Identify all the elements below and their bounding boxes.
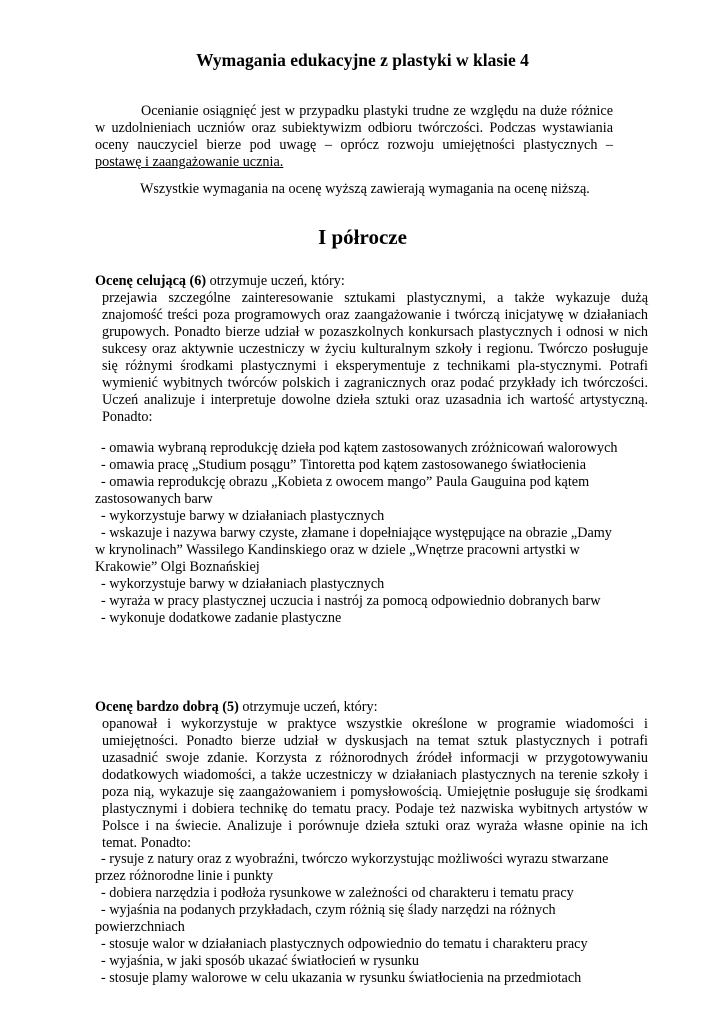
grade5-label: Ocenę bardzo dobrą (5) bbox=[95, 699, 239, 715]
list-item: - wykonuje dodatkowe zadanie plastyczne bbox=[101, 610, 342, 626]
list-item: - wyraża w pracy plastycznej uczucia i nastrój za pomocą odpowiednio dobranych barw bbox=[101, 593, 601, 609]
grade6-label: Ocenę celującą (6) bbox=[95, 273, 207, 289]
grade5-list bbox=[95, 851, 625, 987]
grade6-suffix: otrzymuje uczeń, który: bbox=[206, 273, 345, 289]
list-item: - wykorzystuje barwy w działaniach plastycznych bbox=[101, 576, 385, 592]
list-item: - wyjaśnia na podanych przykładach, czym różnią się ślady narzędzi na różnych powierzchniach bbox=[95, 902, 556, 935]
intro-paragraph bbox=[95, 103, 613, 171]
intro-note: Wszystkie wymagania na ocenę wyższą zawierają wymagania na ocenę niższą. bbox=[140, 181, 590, 197]
intro-underlined-text: postawę i zaangażowanie ucznia. bbox=[95, 154, 284, 170]
list-item: - omawia reprodukcję obrazu „Kobieta z owocem mango” Paula Gauguina pod kątem zastosowanych barw bbox=[95, 474, 590, 507]
grade6-list bbox=[95, 440, 625, 627]
page-title: Wymagania edukacyjne z plastyki w klasie 4 bbox=[196, 50, 529, 70]
list-item: - wykorzystuje barwy w działaniach plastycznych bbox=[101, 508, 385, 524]
list-item: - stosuje plamy walorowe w celu ukazania w rysunku światłocienia na przedmiotach bbox=[101, 970, 582, 986]
list-item: - wyjaśnia, w jaki sposób ukazać światłocień w rysunku bbox=[101, 953, 419, 969]
list-item: - omawia wybraną reprodukcję dzieła pod kątem zastosowanych zróżnicowań walorowych bbox=[101, 440, 618, 456]
list-item: - dobiera narzędzia i podłoża rysunkowe w zależności od charakteru i tematu pracy bbox=[101, 885, 574, 901]
list-item: - stosuje walor w działaniach plastycznych odpowiednio do tematu i charakteru pracy bbox=[101, 936, 588, 952]
intro-text: Ocenianie osiągnięć jest w przypadku plastyki trudne ze względu na duże różnice w uzdolnieniach uczniów oraz subiektywizm odbioru twórczości. Podczas wystawiania oceny nauczyciel bierze pod uwagę – oprócz rozwoju umiejętności plastycznych – bbox=[95, 103, 613, 153]
grade5-description: opanował i wykorzystuje w praktyce wszystkie określone w programie wiadomości i umiejętności. Ponadto bierze udział w dyskusjach na temat sztuk plastycznych i potrafi uzasadnić swoje zdanie. Korzysta z różnorodnych źródeł informacji w przygotowywaniu dodatkowych wiadomości, a także uczestniczy w działaniach plastycznych na terenie szkoły i poza nią, wykazuje się zaangażowaniem i pomysłowością. Umiejętnie posługuje się środkami plastycznymi i dobiera technikę do tematu pracy. Podaje też nazwiska wybitnych artystów w Polsce i na świecie. Analizuje i porównuje dzieła sztuki oraz wyraża własne opinie na ich temat. Ponadto: bbox=[102, 716, 648, 851]
grade5-suffix: otrzymuje uczeń, który: bbox=[238, 699, 378, 715]
list-item: - rysuje z natury oraz z wyobraźni, twórczo wykorzystując możliwości wyrazu stwarzane przez różnorodne linie i punkty bbox=[95, 851, 609, 884]
section-title: I półrocze bbox=[318, 225, 407, 249]
grade5-heading bbox=[95, 699, 625, 716]
grade6-heading bbox=[95, 273, 625, 290]
grade6-description: przejawia szczególne zainteresowanie sztukami plastycznymi, a także wykazuje dużą znajomość treści poza programowych oraz zaangażowanie i twórczą inicjatywę w działaniach grupowych. Ponadto bierze udział w pozaszkolnych konkursach plastycznych i odnosi w nich sukcesy oraz aktywnie uczestniczy w życiu kulturalnym szkoły i regionu. Twórczo posługuje się różnymi środkami plastycznymi i eksperymentuje z technikami pla-stycznymi. Potrafi wymienić wybitnych twórców polskich i zagranicznych oraz podać przykłady ich twórczości. Uczeń analizuje i interpretuje dowolne dzieła sztuki oraz uzasadnia ich wartość artystyczną. Ponadto: bbox=[102, 290, 648, 425]
list-item: - wskazuje i nazywa barwy czyste, złamane i dopełniające występujące na obrazie „Damy w krynolinach” Wassilego Kandinskiego oraz w dziele „Wnętrze pracowni artystki w Krakowie” Olgi Boznańskiej bbox=[95, 525, 612, 575]
list-item: - omawia pracę „Studium posągu” Tintoretta pod kątem zastosowanego światłocienia bbox=[101, 457, 587, 473]
